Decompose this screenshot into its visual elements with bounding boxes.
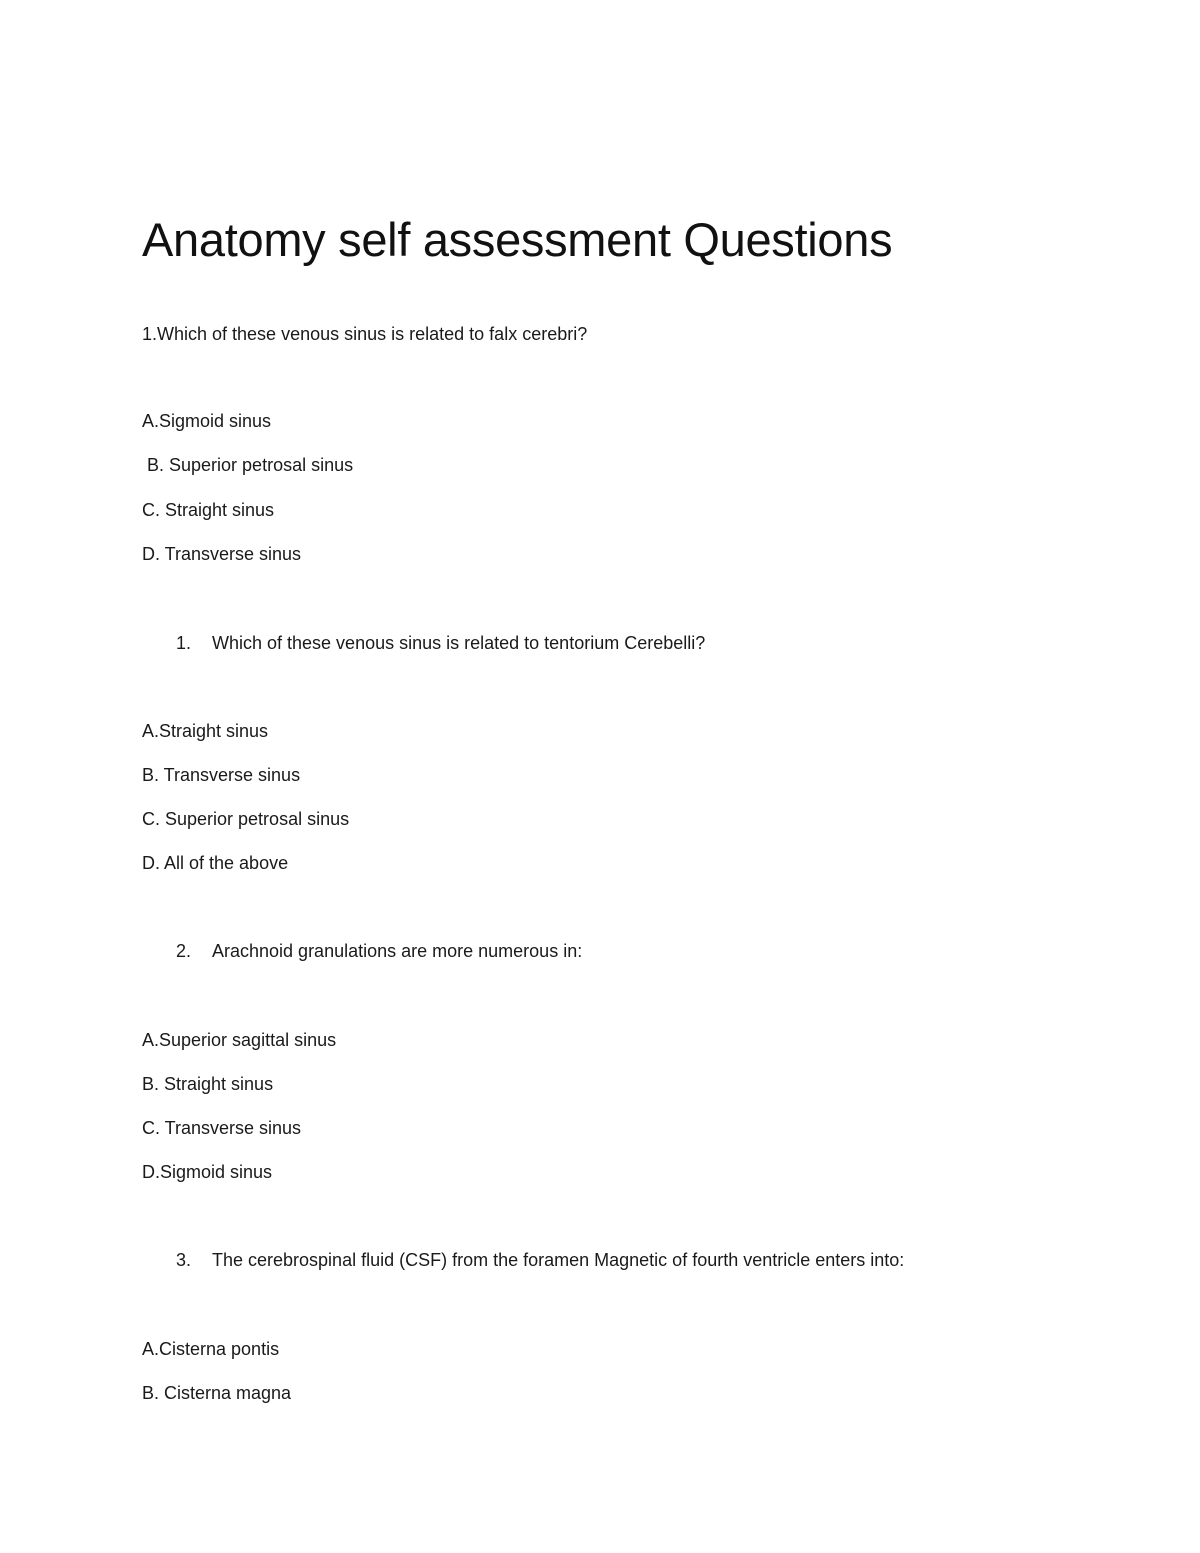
question-text: 1.Which of these venous sinus is related to falx cerebri?	[142, 324, 588, 344]
question-number: 3.	[176, 1250, 192, 1270]
answer-option: A.Straight sinus	[142, 721, 269, 741]
answer-option: B. Cisterna magna	[142, 1383, 292, 1403]
document-title: Anatomy self assessment Questions	[142, 213, 893, 266]
answer-option: D. All of the above	[142, 853, 289, 873]
question-text: Arachnoid granulations are more numerous in:	[212, 941, 583, 961]
question-item	[176, 632, 705, 654]
answer-option: B. Straight sinus	[142, 1074, 274, 1094]
question-text: Which of these venous sinus is related to tentorium Cerebelli?	[212, 633, 706, 653]
answer-option: A.Cisterna pontis	[142, 1339, 280, 1359]
answer-option: D.Sigmoid sinus	[142, 1162, 273, 1182]
question-number: 2.	[176, 941, 192, 961]
answer-option: A.Sigmoid sinus	[142, 411, 272, 431]
answer-option: B. Transverse sinus	[142, 765, 301, 785]
answer-option: B. Superior petrosal sinus	[142, 455, 354, 475]
answer-option: C. Straight sinus	[142, 500, 275, 520]
question-text: The cerebrospinal fluid (CSF) from the foramen Magnetic of fourth ventricle enters into:	[212, 1250, 905, 1270]
answer-option: C. Superior petrosal sinus	[142, 809, 350, 829]
question-number: 1.	[176, 633, 192, 653]
answer-option: C. Transverse sinus	[142, 1118, 302, 1138]
answer-option: A.Superior sagittal sinus	[142, 1030, 337, 1050]
question-item	[176, 940, 582, 962]
question-item	[176, 1249, 904, 1271]
answer-option: D. Transverse sinus	[142, 544, 302, 564]
